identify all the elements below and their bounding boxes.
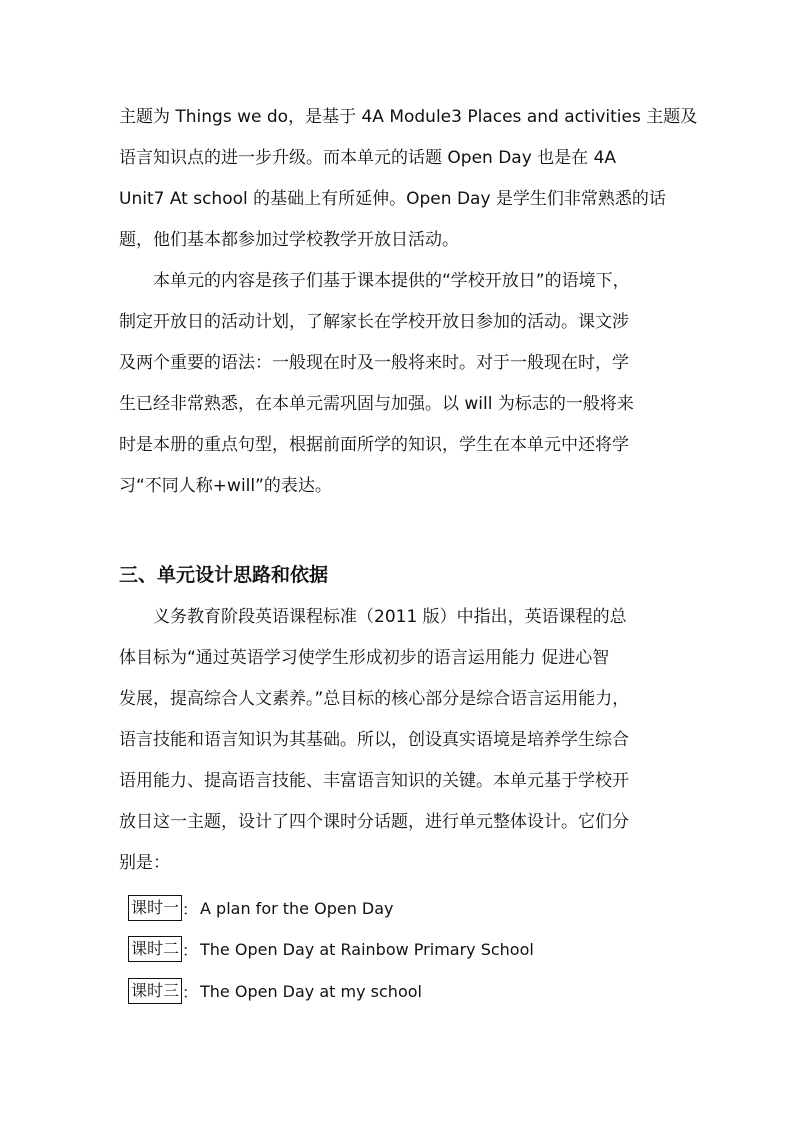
text-line: 语言知识点的进一步升级。而本单元的话题 Open Day 也是在 4A [119, 148, 617, 168]
lesson-item [128, 977, 422, 1005]
text-line: 语用能力、提高语言技能、丰富语言知识的关键。本单元基于学校开 [119, 771, 629, 791]
text-line: 发展，提高综合人文素养。”总目标的核心部分是综合语言运用能力， [119, 689, 630, 709]
paragraph-unit-topic [119, 97, 698, 261]
text-line: 时是本册的重点句型，根据前面所学的知识，学生在本单元中还将学 [119, 435, 629, 455]
lesson-title: The Open Day at my school [200, 981, 422, 1001]
text-line: 体目标为“通过英语学习使学生形成初步的语言运用能力 促进心智 [119, 648, 610, 668]
text-line: 主题为 Things we do，是基于 4A Module3 Places and activities 主题及 [119, 107, 698, 127]
text-line: 制定开放日的活动计划，了解家长在学校开放日参加的活动。课文涉 [119, 312, 629, 332]
text-line: 习“不同人称+will”的表达。 [119, 476, 332, 496]
text-line: 及两个重要的语法：一般现在时及一般将来时。对于一般现在时，学 [119, 353, 629, 373]
lesson-tag: 课时二 [128, 936, 182, 962]
lesson-tag: 课时三 [128, 978, 182, 1004]
text-line: Unit7 At school 的基础上有所延伸。Open Day 是学生们非常熟悉的话 [119, 189, 666, 209]
lesson-title: A plan for the Open Day [200, 898, 394, 918]
lesson-colon: ： [182, 940, 199, 960]
lesson-colon: ： [182, 982, 199, 1002]
text-line: 放日这一主题，设计了四个课时分话题，进行单元整体设计。它们分 [119, 812, 629, 832]
lesson-item [128, 894, 394, 922]
lesson-colon: ： [182, 899, 199, 919]
section-heading: 三、单元设计思路和依据 [119, 564, 329, 586]
text-line: 别是： [119, 853, 170, 873]
text-line: 题，他们基本都参加过学校教学开放日活动。 [119, 230, 459, 250]
text-line: 语言技能和语言知识为其基础。所以，创设真实语境是培养学生综合 [119, 730, 629, 750]
paragraph-unit-content [119, 261, 684, 507]
lesson-tag: 课时一 [128, 895, 182, 921]
text-line: 生已经非常熟悉，在本单元需巩固与加强。以 will 为标志的一般将来 [119, 394, 634, 414]
text-line: 义务教育阶段英语课程标准（2011 版）中指出，英语课程的总 [119, 607, 627, 627]
paragraph-design-rationale [119, 597, 684, 884]
lesson-item [128, 935, 534, 963]
lesson-title: The Open Day at Rainbow Primary School [200, 939, 534, 959]
text-line: 本单元的内容是孩子们基于课本提供的“学校开放日”的语境下， [119, 271, 630, 291]
